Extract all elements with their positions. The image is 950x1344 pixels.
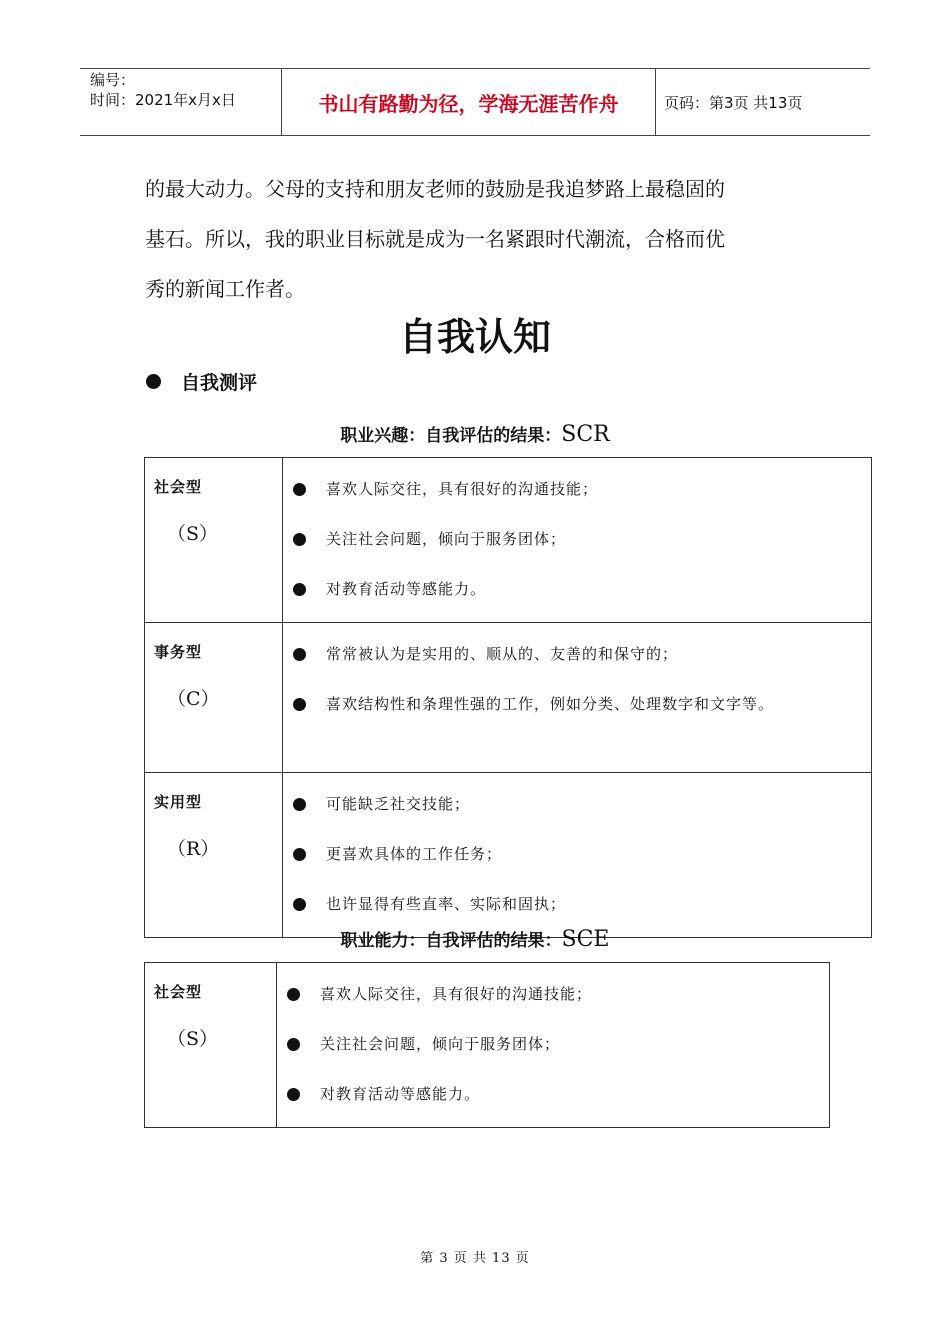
type-cell: [145, 623, 283, 773]
bullet-icon: [287, 1038, 300, 1051]
header-meta: [90, 70, 236, 110]
list-item: [287, 969, 829, 1019]
bullet-icon: [146, 374, 161, 389]
list-item: [293, 879, 871, 929]
interest-caption-text: 职业兴趣：自我评估的结果：: [340, 426, 562, 446]
body-paragraph: [145, 164, 825, 314]
bullet-icon: [287, 1088, 300, 1101]
paragraph-line: 秀的新闻工作者。: [145, 277, 305, 301]
page-title: 自我认知: [398, 315, 551, 359]
description-cell: [283, 458, 872, 623]
interest-table: [144, 457, 872, 938]
paragraph-line: 基石。所以，我的职业目标就是成为一名紧跟时代潮流，合格而优: [145, 227, 725, 251]
description-cell: [277, 963, 830, 1128]
trait-text: 喜欢人际交往，具有很好的沟通技能；: [320, 985, 593, 1003]
trait-list: [283, 773, 871, 937]
bullet-icon: [293, 848, 306, 861]
table-row: [145, 458, 872, 623]
type-name: 事务型: [154, 643, 203, 661]
section-heading: [146, 368, 257, 395]
interest-caption: [0, 421, 950, 447]
trait-text: 常常被认为是实用的、顺从的、友善的和保守的；: [326, 645, 679, 663]
type-cell: [145, 458, 283, 623]
trait-text: 喜欢结构性和条理性强的工作，例如分类、处理数字和文字等。: [326, 695, 775, 713]
trait-text: 关注社会问题，倾向于服务团体；: [326, 530, 567, 548]
trait-list: [277, 963, 829, 1127]
interest-result: SCR: [561, 422, 610, 447]
list-item: [293, 514, 871, 564]
trait-text: 喜欢人际交往，具有很好的沟通技能；: [326, 480, 599, 498]
list-item: [293, 829, 871, 879]
serial-label: 编号：: [90, 71, 136, 89]
table-row: [145, 963, 830, 1128]
trait-list: [283, 623, 871, 737]
type-code: （R）: [167, 838, 220, 860]
trait-text: 对教育活动等感能力。: [320, 1085, 481, 1103]
bullet-icon: [293, 583, 306, 596]
description-cell: [283, 773, 872, 938]
header-divider: [655, 68, 656, 136]
trait-text: 可能缺乏社交技能；: [326, 795, 471, 813]
section-heading-text: 自我测评: [181, 372, 258, 394]
description-cell: [283, 623, 872, 773]
ability-table: [144, 962, 830, 1128]
list-item: [293, 779, 871, 829]
table-row: [145, 773, 872, 938]
table-row: [145, 623, 872, 773]
list-item: [293, 629, 871, 679]
type-cell: [145, 963, 277, 1128]
bullet-icon: [293, 483, 306, 496]
list-item: [287, 1069, 829, 1119]
trait-text: 关注社会问题，倾向于服务团体；: [320, 1035, 561, 1053]
header-motto: 书山有路勤为径，学海无涯苦作舟: [318, 91, 619, 116]
trait-text: 更喜欢具体的工作任务；: [326, 845, 503, 863]
trait-list: [283, 458, 871, 622]
bullet-icon: [293, 533, 306, 546]
list-item: [293, 564, 871, 614]
type-cell: [145, 773, 283, 938]
list-item: [293, 464, 871, 514]
header-page-info: 页码：第3页 共13页: [664, 94, 803, 112]
list-item: [287, 1019, 829, 1069]
type-name: 实用型: [154, 793, 203, 811]
ability-result: SCE: [561, 927, 610, 952]
bullet-icon: [293, 898, 306, 911]
date-line: 时间：2021年x月x日: [90, 91, 236, 109]
type-name: 社会型: [154, 983, 203, 1001]
type-code: （S）: [167, 1028, 219, 1050]
bullet-icon: [293, 698, 306, 711]
type-code: （S）: [167, 523, 219, 545]
type-code: （C）: [167, 688, 220, 710]
trait-text: 对教育活动等感能力。: [326, 580, 487, 598]
type-name: 社会型: [154, 478, 203, 496]
bullet-icon: [293, 798, 306, 811]
page-footer: 第 3 页 共 13 页: [420, 1251, 530, 1266]
bullet-icon: [293, 648, 306, 661]
ability-caption: [0, 926, 950, 952]
paragraph-line: 的最大动力。父母的支持和朋友老师的鼓励是我追梦路上最稳固的: [145, 177, 725, 201]
list-item: [293, 679, 871, 729]
bullet-icon: [287, 988, 300, 1001]
trait-text: 也许显得有些直率、实际和固执；: [326, 895, 567, 913]
ability-caption-text: 职业能力：自我评估的结果：: [340, 931, 562, 951]
